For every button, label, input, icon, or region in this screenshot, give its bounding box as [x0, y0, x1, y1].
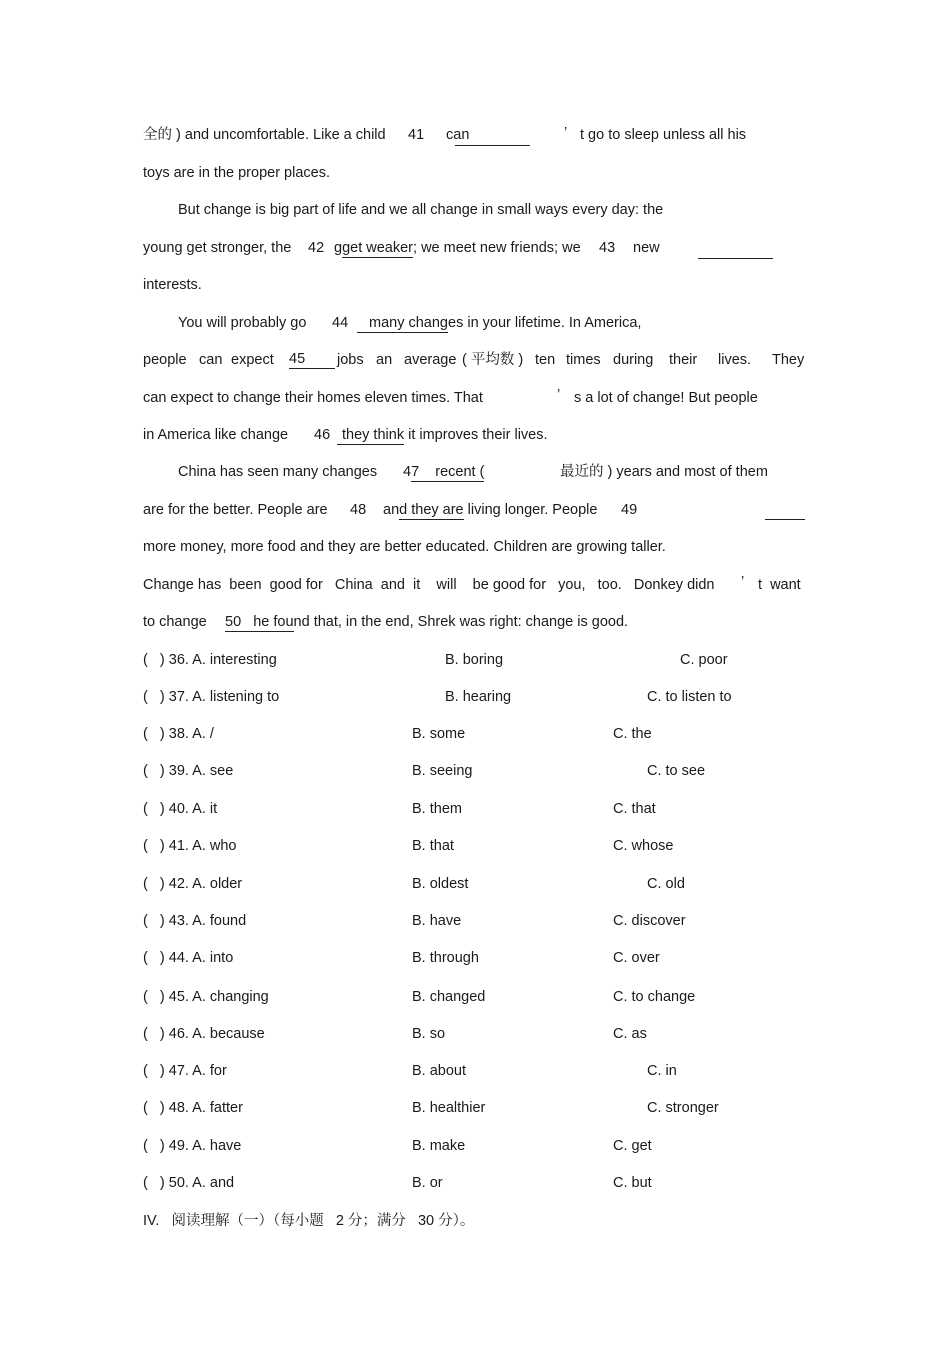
blank-number-41: 41: [408, 127, 425, 143]
word: ten: [535, 352, 556, 368]
question-option-b: B. have: [412, 913, 462, 929]
question-option-a: ( ) 39. A. see: [143, 763, 234, 779]
passage-line-14: to change: [143, 614, 207, 630]
question-option-c: C. in: [647, 1063, 677, 1079]
question-option-a: ( ) 48. A. fatter: [143, 1100, 243, 1116]
question-option-b: B. about: [412, 1063, 467, 1079]
text: ; we meet new friends; we: [413, 240, 581, 256]
passage-line-9: in America like change: [143, 427, 289, 443]
text: 最近的 ) years and most of them: [560, 464, 768, 480]
apostrophe: ’: [557, 387, 561, 403]
question-option-b: B. hearing: [445, 689, 512, 705]
word: times: [566, 352, 601, 368]
question-option-b: B. or: [412, 1175, 443, 1191]
blank-number-43: 43: [599, 240, 616, 256]
question-option-b: B. healthier: [412, 1100, 486, 1116]
word: They: [772, 352, 805, 368]
word: their: [669, 352, 698, 368]
blank-number-42: 42: [308, 240, 325, 256]
answer-underline: 7 recent (: [411, 464, 485, 480]
question-option-a: ( ) 46. A. because: [143, 1026, 265, 1042]
passage-line-3: But change is big part of life and we all change in small ways every day: the: [178, 202, 664, 218]
answer-underline: 50 he fou: [225, 614, 294, 630]
question-option-c: C. the: [613, 726, 652, 742]
word: an: [376, 352, 393, 368]
word: can: [199, 352, 223, 368]
word: jobs: [337, 352, 364, 368]
passage-line-2: toys are in the proper places.: [143, 165, 330, 181]
answer-blank: [765, 518, 805, 520]
apostrophe: ’: [741, 574, 745, 590]
passage-line-8: can expect to change their homes eleven times. That: [143, 390, 483, 406]
question-option-b: B. some: [412, 726, 466, 742]
blank-number-48: 48: [350, 502, 367, 518]
word: expect: [231, 352, 274, 368]
word: ( 平均数 ): [462, 352, 524, 368]
text: nd that, in the end, Shrek was right: change is good.: [293, 614, 629, 630]
question-option-c: C. poor: [680, 652, 728, 668]
question-option-b: B. oldest: [412, 876, 469, 892]
text: young get stronger, the: [143, 240, 292, 256]
question-option-a: ( ) 43. A. found: [143, 913, 247, 929]
blank-number-45: 45: [289, 350, 335, 369]
text: 全的 ) and uncomfortable. Like a child: [143, 127, 386, 143]
answer-blank: [455, 144, 530, 146]
text: [225, 612, 628, 632]
word: lives.: [718, 352, 752, 368]
section-heading: IV. 阅读理解（一）（每小题 2 分；满分 30 分）。: [143, 1213, 475, 1229]
blank-number-44: 44: [332, 315, 349, 331]
question-option-b: B. so: [412, 1026, 446, 1042]
question-option-a: ( ) 40. A. it: [143, 801, 218, 817]
text: [357, 313, 641, 333]
question-option-a: ( ) 47. A. for: [143, 1063, 227, 1079]
blank-number-47: 4: [403, 464, 412, 480]
question-option-c: C. whose: [613, 838, 674, 854]
answer-underline: they think: [337, 426, 404, 445]
question-option-b: B. make: [412, 1138, 466, 1154]
passage-line-6: You will probably go: [178, 315, 307, 331]
question-option-a: ( ) 37. A. listening to: [143, 689, 280, 705]
passage-line-13: Change has been good for China and it will be good for you, too. Donkey didn: [143, 577, 715, 593]
text: an: [383, 502, 400, 518]
word: people: [143, 352, 187, 368]
question-option-b: B. them: [412, 801, 462, 817]
text: it improves their lives.: [404, 427, 548, 443]
apostrophe: ’: [564, 125, 568, 141]
question-option-c: C. to change: [613, 989, 696, 1005]
question-option-c: C. as: [613, 1026, 647, 1042]
text: gget weaker; we meet new friends; we: [334, 240, 581, 256]
text: [337, 425, 548, 445]
passage-line-5: interests.: [143, 277, 202, 293]
question-option-a: ( ) 49. A. have: [143, 1138, 242, 1154]
word: during: [613, 352, 654, 368]
passage-line-10: China has seen many changes: [178, 464, 378, 480]
question-option-b: B. that: [412, 838, 454, 854]
passage-line-11: are for the better. People are: [143, 502, 328, 518]
question-option-c: C. discover: [613, 913, 686, 929]
question-option-c: C. to see: [647, 763, 706, 779]
text: [403, 462, 484, 482]
text: s a lot of change! But people: [574, 390, 758, 406]
text: living longer. People: [463, 502, 598, 518]
question-option-a: ( ) 41. A. who: [143, 838, 237, 854]
question-option-a: ( ) 45. A. changing: [143, 989, 269, 1005]
answer-underline: get weaker: [342, 240, 414, 256]
question-option-b: B. changed: [412, 989, 486, 1005]
text: t go to sleep unless all his: [580, 127, 747, 143]
question-option-a: ( ) 36. A. interesting: [143, 652, 277, 668]
text: [383, 500, 597, 520]
question-option-c: C. to listen to: [647, 689, 732, 705]
question-option-c: C. that: [613, 801, 656, 817]
question-option-c: C. get: [613, 1138, 652, 1154]
question-option-b: B. boring: [445, 652, 504, 668]
text: new: [633, 240, 660, 256]
answer-underline: many chang: [357, 314, 448, 333]
question-option-c: C. over: [613, 950, 660, 966]
question-option-c: C. old: [647, 876, 685, 892]
passage-line-4: [143, 238, 291, 258]
word: average: [404, 352, 457, 368]
blank-number-49: 49: [621, 502, 638, 518]
question-option-a: ( ) 44. A. into: [143, 950, 234, 966]
blank-number-46: 46: [314, 427, 331, 443]
answer-blank: [698, 257, 773, 259]
question-option-a: ( ) 42. A. older: [143, 876, 243, 892]
question-option-a: ( ) 50. A. and: [143, 1175, 235, 1191]
answer-underline: d they are: [399, 502, 464, 518]
text: t want: [758, 577, 801, 593]
question-option-a: ( ) 38. A. /: [143, 726, 214, 742]
question-option-c: C. but: [613, 1175, 652, 1191]
question-option-b: B. through: [412, 950, 479, 966]
text: can: [446, 127, 470, 143]
text: es in your lifetime. In America,: [448, 315, 642, 331]
passage-line-12: more money, more food and they are better educated. Children are growing taller.: [143, 539, 666, 555]
question-option-c: C. stronger: [647, 1100, 719, 1116]
passage-line-1: [143, 125, 386, 145]
question-option-b: B. seeing: [412, 763, 473, 779]
